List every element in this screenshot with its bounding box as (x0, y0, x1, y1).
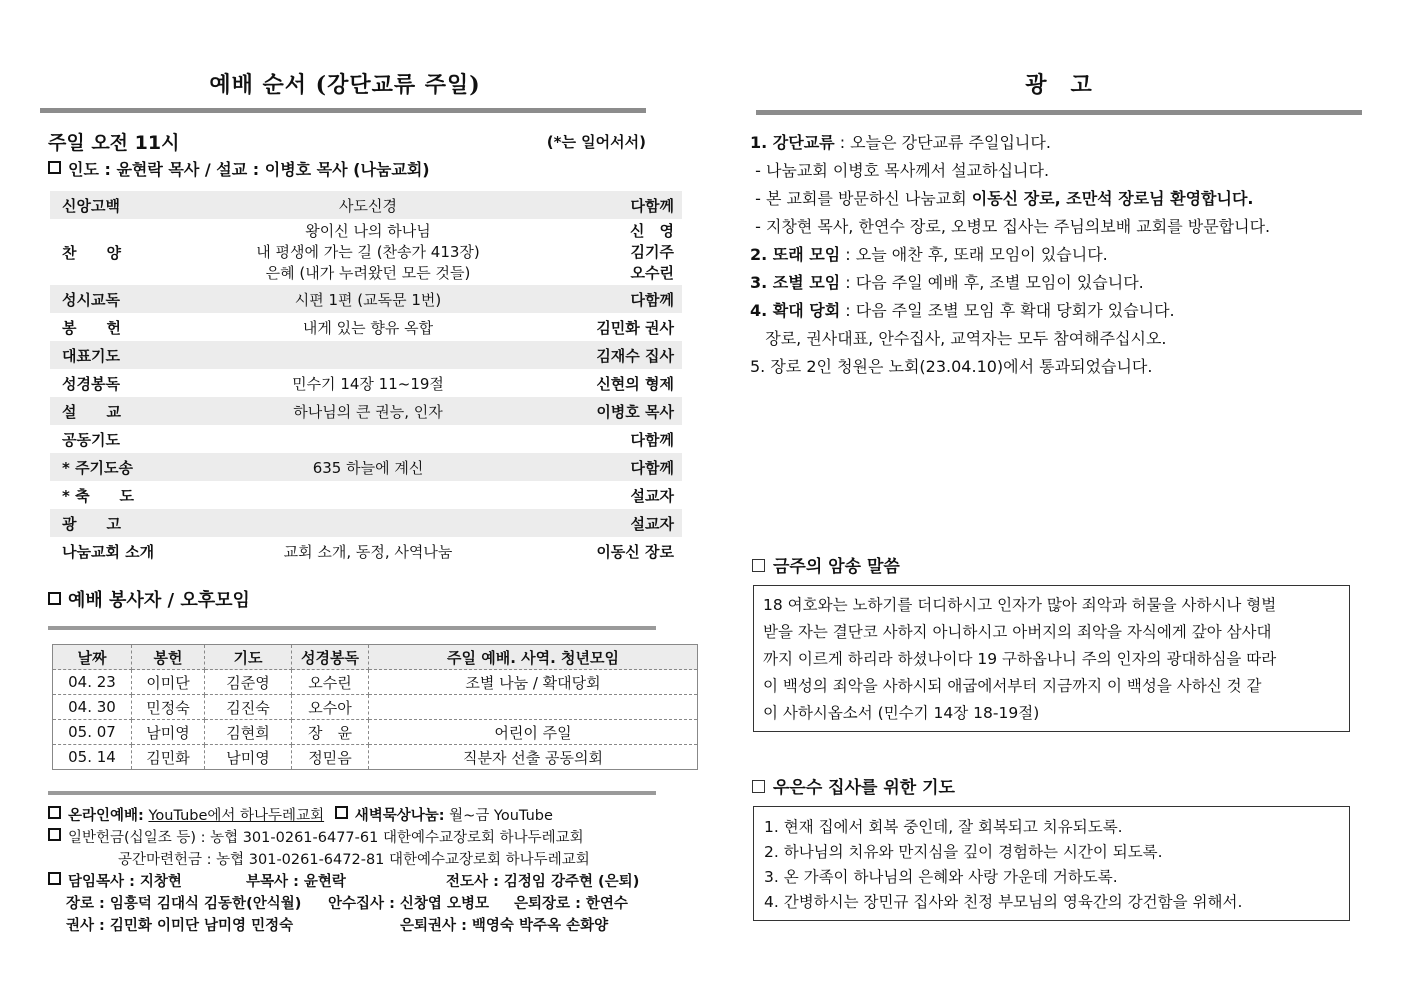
servers-cell: 김현희 (205, 720, 292, 745)
verse-head (752, 552, 900, 577)
order-by: 다함께 (526, 453, 682, 481)
leader-text: 인도 : 윤현락 목사 / 설교 : 이병호 목사 (나눔교회) (68, 160, 430, 179)
checkbox-icon (48, 828, 61, 841)
order-by: 다함께 (526, 191, 682, 219)
order-item: 찬 양 (62, 243, 121, 262)
order-item: 광 고 (50, 509, 210, 537)
deacons: 안수집사 : 신창엽 오병모 (328, 896, 490, 912)
servers-cell (369, 695, 698, 720)
servers-section-head (48, 586, 250, 612)
order-by: 설교자 (526, 509, 682, 537)
order-by: 다함께 (526, 285, 682, 313)
announcement-line (750, 353, 1370, 381)
verse-line: 이 백성의 죄악을 사하시되 애굽에서부터 지금까지 이 백성을 사하신 것 같 (763, 677, 1262, 695)
servers-cell: 04. 23 (53, 670, 132, 695)
announcement-line (750, 297, 1370, 325)
servers-cell: 김민화 (132, 745, 205, 770)
announcements-title: 광 고 (1025, 72, 1093, 98)
announcement-heading: 2. 또래 모임 (750, 245, 841, 264)
associate-pastor: 부목사 : 윤현락 (246, 874, 346, 890)
order-by: 이병호 목사 (526, 397, 682, 425)
announcement-text: : 다음 주일 조별 모임 후 확대 당회가 있습니다. (840, 301, 1175, 320)
order-item: 성시교독 (50, 285, 210, 313)
servers-header-cell: 성경봉독 (292, 645, 369, 670)
servers-header-cell: 봉헌 (132, 645, 205, 670)
servers-header-cell: 기도 (205, 645, 292, 670)
order-by: 신현의 형제 (596, 374, 674, 393)
servers-cell: 05. 14 (53, 745, 132, 770)
prayer-line: 3. 온 가족이 하나님의 은혜와 사랑 가운데 거하도록. (764, 868, 1118, 886)
announcement-text: - 지창현 목사, 한연수 장로, 오병모 집사는 주님의보배 교회를 방문합니다. (750, 217, 1271, 236)
worship-order-title: 예배 순서 (강단교류 주일) (209, 72, 481, 98)
order-content (210, 509, 526, 537)
servers-header-row (53, 645, 698, 670)
online-line (48, 806, 658, 828)
footer-rule (48, 791, 656, 795)
order-by-line: 신 영 (630, 221, 674, 240)
announcement-line (750, 241, 1370, 269)
order-by (526, 219, 682, 285)
order-row (50, 509, 682, 537)
order-by-line: 오수린 (630, 263, 674, 282)
servers-cell: 05. 07 (53, 720, 132, 745)
servers-row (53, 695, 698, 720)
order-row (50, 453, 682, 481)
announcement-line (750, 157, 1370, 185)
order-row (50, 313, 682, 341)
order-row (50, 397, 682, 425)
checkbox-icon (48, 161, 61, 174)
order-by: 김민화 권사 (596, 318, 674, 337)
prayer-box (753, 806, 1350, 921)
offering-line-2: 공간마련헌금 : 농협 301-0261-6472-81 대한예수교장로회 하나두레교회 (118, 852, 590, 868)
order-item: 설 교 (50, 397, 210, 425)
servers-title: 예배 봉사자 / 오후모임 (68, 590, 250, 611)
announcement-text: : 다음 주일 예배 후, 조별 모임이 있습니다. (840, 273, 1144, 292)
verse-box (753, 585, 1350, 732)
servers-cell: 김준영 (205, 670, 292, 695)
order-by: 이동신 장로 (596, 542, 674, 561)
servers-row (53, 720, 698, 745)
staff-line (48, 872, 658, 894)
order-item: 공동기도 (62, 430, 120, 449)
order-item: 신앙고백 (50, 191, 210, 219)
servers-header-cell: 날짜 (53, 645, 132, 670)
announcement-line (750, 325, 1370, 353)
verse-line: 까지 이르게 하리라 하셨나이다 19 구하옵나니 주의 인자의 광대하심을 따라 (763, 650, 1277, 668)
announcement-heading: 4. 확대 당회 (750, 301, 841, 320)
announcement-emphasis: 이동신 장로, 조만석 장로님 환영합니다. (971, 189, 1254, 208)
announcements-list (750, 129, 1370, 381)
order-item: 나눔교회 소개 (62, 542, 155, 561)
order-by: 다함께 (630, 430, 674, 449)
order-content (210, 425, 526, 453)
servers-cell: 조별 나눔 / 확대당회 (369, 670, 698, 695)
order-content: 민수기 14장 11~19절 (292, 374, 444, 393)
online-link[interactable]: YouTube에서 하나두레교회 (148, 808, 325, 824)
kwonsa: 권사 : 김민화 이미단 남미영 민정숙 (66, 918, 294, 934)
dawn-label: 새벽묵상나눔: (354, 808, 445, 824)
order-item: * 주기도송 (50, 453, 210, 481)
prayer-line: 2. 하나님의 치유와 만지심을 깊이 경험하는 시간이 되도록. (764, 843, 1163, 861)
retired-kwonsa: 은퇴권사 : 백영숙 박주옥 손화양 (400, 918, 609, 934)
checkbox-icon (752, 559, 765, 572)
order-content: 하나님의 큰 권능, 인자 (210, 397, 526, 425)
servers-cell: 오수아 (292, 695, 369, 720)
leader-line (48, 157, 430, 180)
servers-cell: 04. 30 (53, 695, 132, 720)
verse-line: 이 사하시옵소서 (민수기 14장 18-19절) (763, 704, 1040, 722)
order-by: 김재수 집사 (526, 341, 682, 369)
title-rule (40, 108, 646, 113)
checkbox-icon (335, 806, 348, 819)
verse-line: 18 여호와는 노하기를 더디하시고 인자가 많아 죄악과 허물을 사하시나 형벌 (763, 596, 1277, 614)
retired-elder: 은퇴장로 : 한연수 (514, 896, 628, 912)
servers-row (53, 670, 698, 695)
servers-rule (48, 626, 656, 630)
elders: 장로 : 임흥덕 김대식 김동한(안식월) (66, 896, 302, 912)
order-content: 교회 소개, 동정, 사역나눔 (283, 542, 453, 561)
evangelists: 전도사 : 김정임 강주현 (은퇴) (446, 874, 640, 890)
order-content: 635 하늘에 계신 (210, 453, 526, 481)
order-row (50, 285, 682, 313)
servers-cell: 남미영 (132, 720, 205, 745)
servers-cell: 장 윤 (292, 720, 369, 745)
announcement-text: : 오늘은 강단교류 주일입니다. (834, 133, 1051, 152)
order-item: 대표기도 (50, 341, 210, 369)
dawn-link[interactable]: 월~금 YouTube (449, 808, 553, 824)
announcement-heading: 3. 조별 모임 (750, 273, 841, 292)
verse-title: 금주의 암송 말씀 (773, 557, 900, 577)
offering-line-1 (48, 828, 658, 850)
prayer-title: 우은수 집사를 위한 기도 (773, 778, 955, 798)
elders-line (48, 894, 658, 916)
worship-order-table (50, 191, 682, 565)
order-content: 시편 1편 (교독문 1번) (210, 285, 526, 313)
service-time: 주일 오전 11시 (48, 132, 180, 154)
order-item: * 축 도 (62, 486, 135, 505)
order-content: 내게 있는 향유 옥합 (302, 318, 434, 337)
announcement-heading: 1. 강단교류 (750, 133, 835, 152)
order-content-line: 왕이신 나의 하나님 (305, 221, 431, 240)
order-by: 설교자 (630, 486, 674, 505)
order-content (210, 341, 526, 369)
servers-cell: 어린이 주일 (369, 720, 698, 745)
checkbox-icon (752, 780, 765, 793)
order-item: 봉 헌 (62, 318, 121, 337)
checkbox-icon (48, 592, 61, 605)
prayer-line: 4. 간병하시는 장민규 집사와 친정 부모님의 영육간의 강건함을 위해서. (764, 893, 1243, 911)
order-content: 사도신경 (210, 191, 526, 219)
servers-cell: 이미단 (132, 670, 205, 695)
order-content (210, 219, 526, 285)
servers-cell: 김진숙 (205, 695, 292, 720)
servers-table (52, 644, 698, 770)
kwonsa-line (48, 916, 658, 938)
servers-row (53, 745, 698, 770)
announcement-line (750, 213, 1370, 241)
checkbox-icon (48, 806, 61, 819)
online-label: 온라인예배: (68, 808, 144, 824)
servers-header-cell: 주일 예배. 사역. 청년모임 (369, 645, 698, 670)
order-by-line: 김기주 (630, 242, 674, 261)
announcement-text: - 본 교회를 방문하신 나눔교회 (750, 189, 972, 208)
announcement-text: 장로, 권사대표, 안수집사, 교역자는 모두 참여해주십시오. (750, 329, 1167, 348)
announcements-rule (756, 110, 1362, 115)
checkbox-icon (48, 872, 61, 885)
servers-cell: 오수린 (292, 670, 369, 695)
announcement-line (750, 269, 1370, 297)
footer-info (48, 806, 658, 938)
order-row (50, 341, 682, 369)
order-row (50, 219, 682, 285)
announcement-line (750, 129, 1370, 157)
servers-cell: 직분자 선출 공동의회 (369, 745, 698, 770)
announcement-text: - 나눔교회 이병호 목사께서 설교하십니다. (750, 161, 1050, 180)
order-row (50, 481, 682, 509)
order-row (50, 537, 682, 565)
general-offering: 일반헌금(십일조 등) : 농협 301-0261-6477-61 대한예수교장로회 하나두레교회 (68, 830, 584, 846)
order-content (210, 481, 526, 509)
order-content-line: 내 평생에 가는 길 (찬송가 413장) (256, 242, 480, 261)
order-item: 성경봉독 (62, 374, 120, 393)
prayer-head (752, 773, 955, 798)
verse-line: 받을 자는 결단코 사하지 아니하시고 아버지의 죄악을 자식에게 갚아 삼사대 (763, 623, 1272, 641)
order-row (50, 425, 682, 453)
order-row (50, 191, 682, 219)
announcement-text: 5. 장로 2인 청원은 노회(23.04.10)에서 통과되었습니다. (750, 357, 1153, 376)
senior-pastor: 담임목사 : 지창현 (68, 874, 182, 890)
stand-note: (*는 일어서서) (546, 133, 646, 151)
servers-cell: 정믿음 (292, 745, 369, 770)
order-content-line: 은혜 (내가 누려왔던 모든 것들) (265, 263, 471, 282)
order-row (50, 369, 682, 397)
servers-cell: 민정숙 (132, 695, 205, 720)
prayer-line: 1. 현재 집에서 회복 중인데, 잘 회복되고 치유되도록. (764, 818, 1123, 836)
servers-cell: 남미영 (205, 745, 292, 770)
announcement-line (750, 185, 1370, 213)
announcement-text: : 오늘 애찬 후, 또래 모임이 있습니다. (840, 245, 1108, 264)
